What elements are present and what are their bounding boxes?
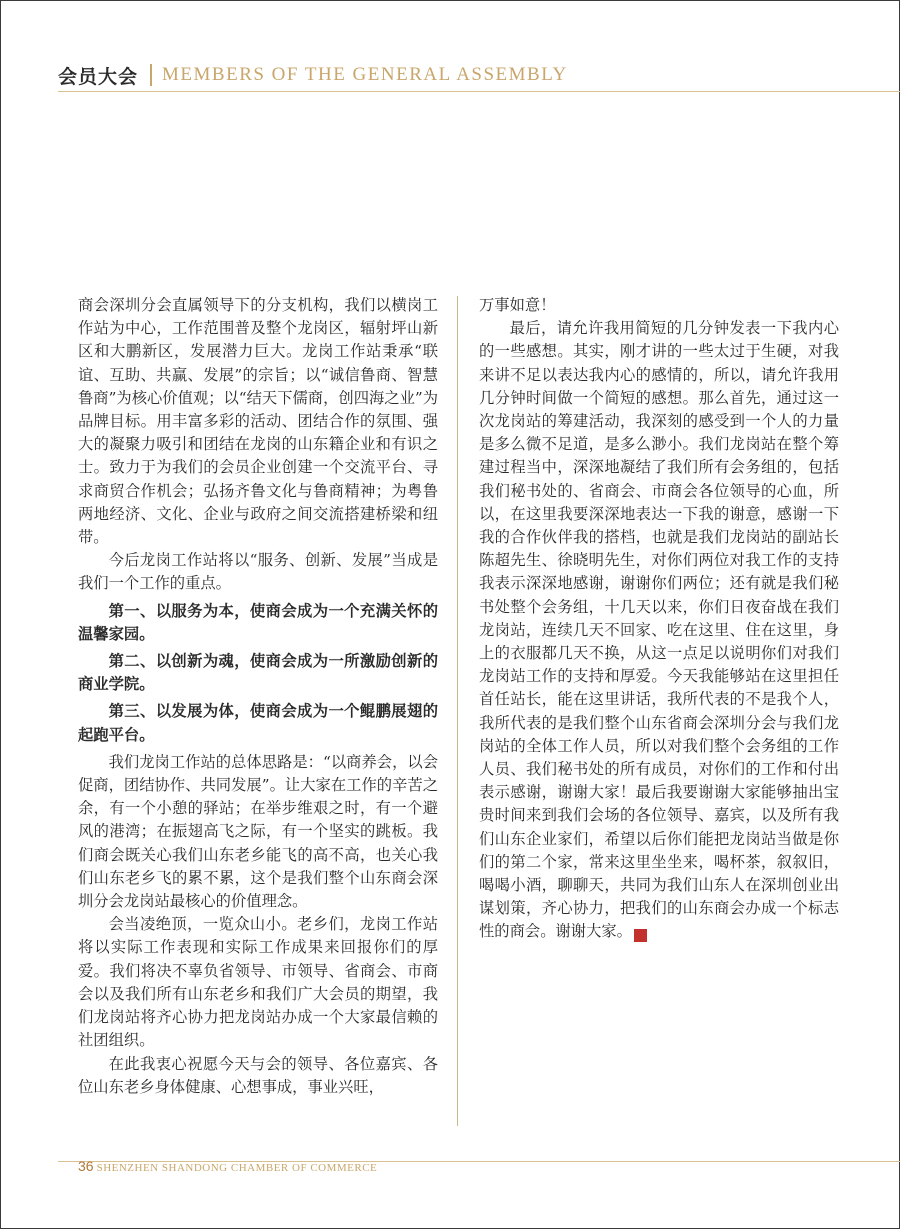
paragraph: 今后龙岗工作站将以“服务、创新、发展”当成是我们一个工作的重点。	[78, 551, 438, 593]
paragraph-final	[479, 317, 839, 943]
publication-name: SHENZHEN SHANDONG CHAMBER OF COMMERCE	[96, 1162, 378, 1174]
section-header	[58, 62, 568, 88]
bold-point: 第一、以服务为本，使商会成为一个充满关怀的温馨家园。	[78, 601, 438, 643]
paragraph: 我们龙岗工作站的总体思路是：“以商养会，以会促商，团结协作、共同发展”。让大家在工作的辛苦之余，有一个小憩的驿站；在举步维艰之时，有一个避风的港湾；在振翅高飞之际，有一个坚实的跳板。我们商会既关心我们山东老乡能飞的高不高，也关心我们山东老乡飞的累不累，这个是我们整个山东商会深圳分会龙岗站最核心的价值理念。	[78, 752, 438, 911]
bold-point: 第二、以创新为魂，使商会成为一所激励创新的商业学院。	[78, 652, 438, 694]
end-mark-icon: 鲁	[634, 929, 647, 942]
column-divider	[457, 296, 458, 1126]
header-separator	[150, 64, 152, 86]
bold-point: 第三、以发展为体，使商会成为一个鲲鹏展翅的起跑平台。	[78, 702, 438, 744]
section-title-en: MEMBERS OF THE GENERAL ASSEMBLY	[162, 64, 568, 85]
article-right-column	[479, 294, 839, 944]
header-rule	[58, 91, 900, 92]
paragraph: 会当凌绝顶，一览众山小。老乡们，龙岗工作站将以实际工作表现和实际工作成果来回报你们的厚爱。我们将决不辜负省领导、市领导、省商会、市商会以及我们所有山东老乡和我们广大会员的期望，我们龙岗站将齐心协力把龙岗站办成一个大家最信赖的社团组织。	[78, 915, 438, 1050]
page-footer	[78, 1158, 377, 1174]
paragraph: 万事如意！	[479, 296, 556, 314]
paragraph-text: 最后，请允许我用简短的几分钟发表一下我内心的一些感想。其实，刚才讲的一些太过于生硬，对我来讲不足以表达我内心的感情的，所以，请允许我用几分钟时间做一个简短的感想。那么首先，通过这一次龙岗站的筹建活动，我深刻的感受到一个人的力量是多么微不足道，是多么渺小。我们龙岗站在整个筹建过程当中，深深地凝结了我们所有会务组的，包括我们秘书处的、省商会、市商会各位领导的心血，所以，在这里我要深深地表达一下我的谢意，感谢一下我的合作伙伴我的搭档，也就是我们龙岗站的副站长陈超先生、徐晓明先生，对你们两位对我工作的支持我表示深深地感谢，谢谢你们两位；还有就是我们秘书处整个会务组，十几天以来，你们日夜奋战在我们龙岗站，连续几天不回家、吃在这里、住在这里，身上的衣服都几天不换，从这一点足以说明你们对我们龙岗站工作的支持和厚爱。今天我能够站在这里担任首任站长，能在这里讲话，我所代表的不是我个人，我所代表的是我们整个山东省商会深圳分会与我们龙岗站的全体工作人员，所以对我们整个会务组的工作人员、我们秘书处的所有成员，对你们的工作和付出表示感谢，谢谢大家！最后我要谢谢大家能够抽出宝贵时间来到我们会场的各位领导、嘉宾，以及所有我们山东企业家们，希望以后你们能把龙岗站当做是你们的第二个家，常来这里坐坐来，喝杯茶，叙叙旧，喝喝小酒，聊聊天，共同为我们山东人在深圳创业出谋划策，齐心协力，把我们的山东商会办成一个标志性的商会。谢谢大家。	[479, 319, 839, 941]
paragraph: 在此我衷心祝愿今天与会的领导、各位嘉宾、各位山东老乡身体健康、心想事成，事业兴旺，	[78, 1054, 438, 1096]
article-left-column	[78, 294, 438, 1099]
page-number: 36	[78, 1158, 94, 1174]
section-title-cn: 会员大会	[58, 65, 139, 88]
paragraph: 商会深圳分会直属领导下的分支机构，我们以横岗工作站为中心，工作范围普及整个龙岗区，辐射坪山新区和大鹏新区，发展潜力巨大。龙岗工作站秉承“联谊、互助、共赢、发展”的宗旨；以“诚信鲁商、智慧鲁商”为核心价值观；以“结天下儒商，创四海之业”为品牌目标。用丰富多彩的活动、团结合作的氛围、强大的凝聚力吸引和团结在龙岗的山东籍企业和有识之士。致力于为我们的会员企业创建一个交流平台、寻求商贸合作机会；弘扬齐鲁文化与鲁商精神；为粤鲁两地经济、文化、企业与政府之间交流搭建桥梁和纽带。	[78, 296, 438, 547]
